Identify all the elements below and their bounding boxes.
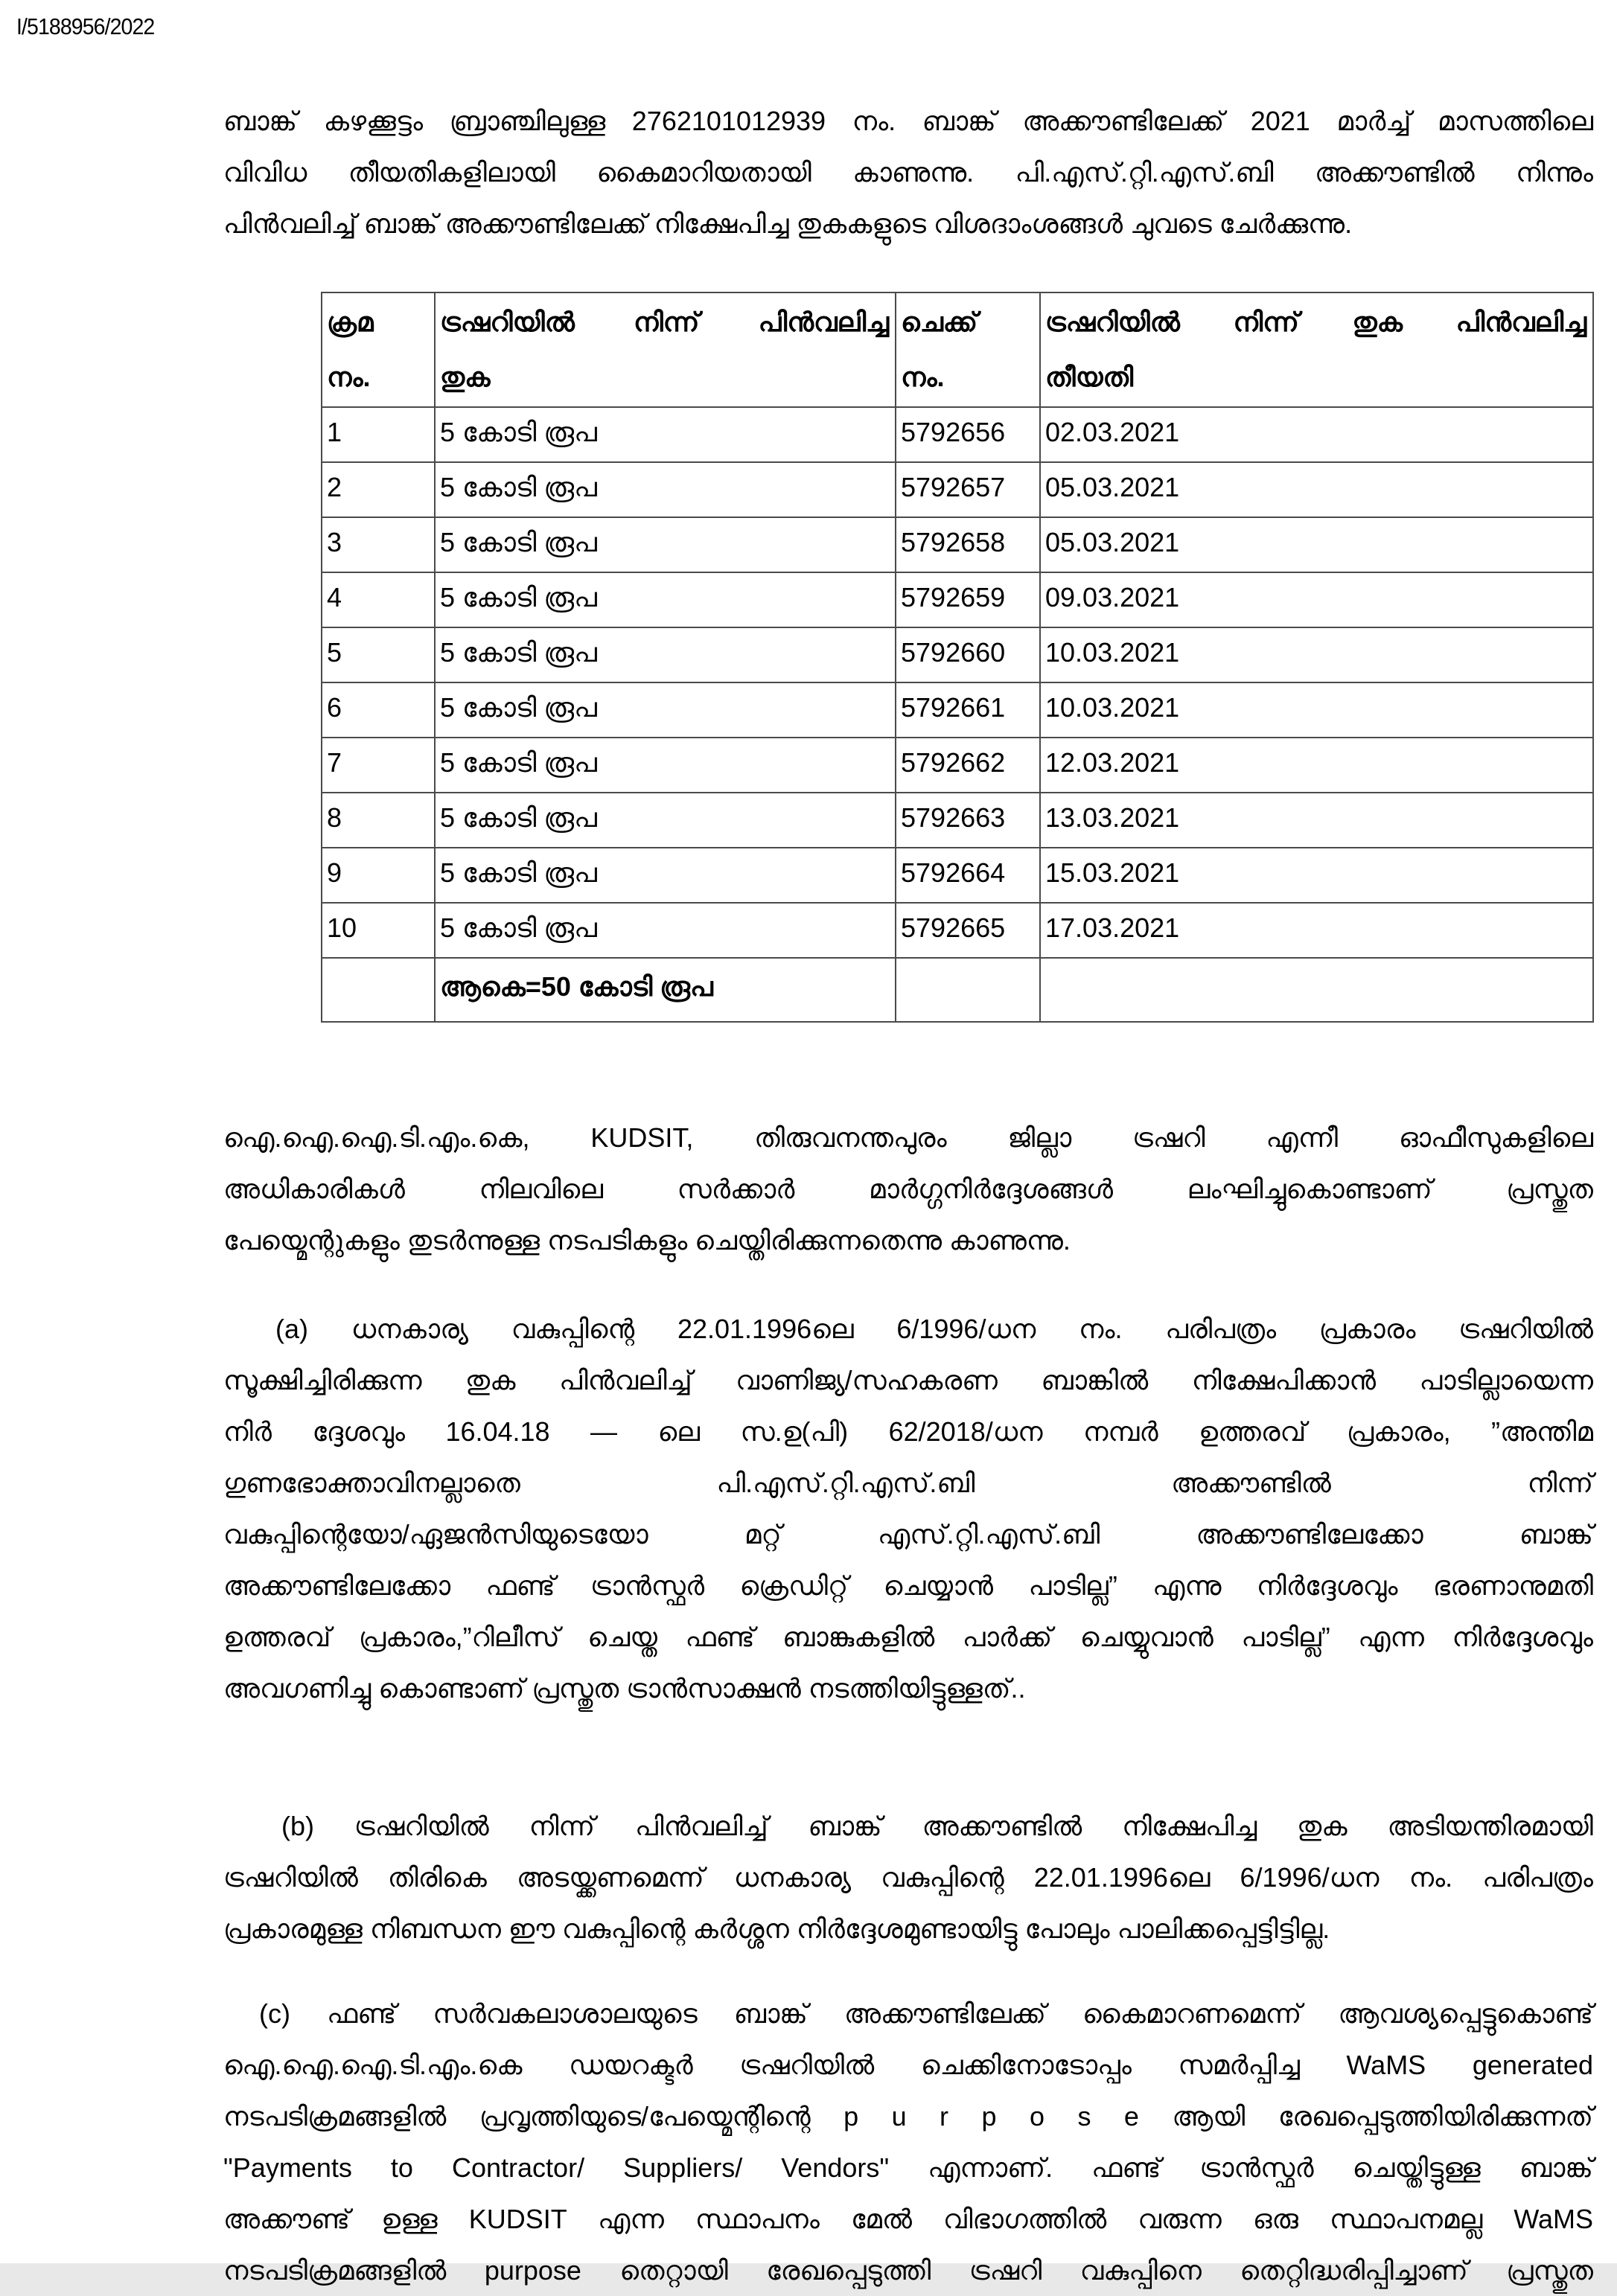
- text-line: ട്രഷറിയിൽ തിരികെ അടയ്ക്കണമെന്ന് ധനകാര്യ വകുപ്പിന്റെ 22.01.1996ലെ 6/1996/ധന നം. പരിപത്രം: [223, 1862, 1593, 1893]
- cell-serial-no: 8: [322, 793, 435, 848]
- header-cheque-no: ചെക്ക് നം.: [896, 292, 1040, 407]
- table-row: [322, 738, 1593, 793]
- cell-cheque-no: 5792660: [896, 627, 1040, 682]
- cell-amount: 5 കോടി രൂപ: [435, 407, 896, 462]
- cell-serial-no: 5: [322, 627, 435, 682]
- paragraph-point-b: [223, 1800, 1593, 1954]
- cell-cheque-no: 5792664: [896, 848, 1040, 903]
- cell-cheque-no: 5792656: [896, 407, 1040, 462]
- text-line: ഗുണഭോക്താവിനല്ലാതെ പി.എസ്.റ്റി.എസ്.ബി അക്കൗണ്ടിൽ നിന്ന്: [223, 1468, 1593, 1498]
- text-line: അക്കൗണ്ടിലേക്കോ ഫണ്ട് ട്രാൻസ്ഫർ ക്രെഡിറ്റ് ചെയ്യാൻ പാടില്ല” എന്നു നിർദ്ദേശവും ഭരണാനുമതി: [223, 1570, 1593, 1601]
- table-total-row: [322, 958, 1593, 1022]
- cell-amount: 5 കോടി രൂപ: [435, 848, 896, 903]
- cell-date: 13.03.2021: [1040, 793, 1593, 848]
- document-id: I/5188956/2022: [16, 13, 155, 39]
- text-line: നിർ ദ്ദേശവും 16.04.18 — ലെ സ.ഉ(പി) 62/2018/ധന നമ്പർ ഉത്തരവ് പ്രകാരം, ”അന്തിമ: [223, 1416, 1593, 1447]
- cell-serial-no: 4: [322, 572, 435, 627]
- text-line: അക്കൗണ്ട് ഉള്ള KUDSIT എന്ന സ്ഥാപനം മേൽ വിഭാഗത്തിൽ വരുന്ന ഒരു സ്ഥാപനമല്ല WaMS: [223, 2204, 1593, 2234]
- table-body: [322, 407, 1593, 958]
- text-line: പ്രകാരമുള്ള നിബന്ധന ഈ വകുപ്പിന്റെ കർശ്ശന നിർദ്ദേശമുണ്ടായിട്ടു പോലും പാലിക്കപ്പെട്ടിട്ടില്ല.: [223, 1913, 1330, 1944]
- cell-cheque-no: 5792659: [896, 572, 1040, 627]
- cell-cheque-no: 5792658: [896, 517, 1040, 572]
- text-line: പിൻവലിച്ച് ബാങ്ക് അക്കൗണ്ടിലേക്ക് നിക്ഷേപിച്ച തുകകളുടെ വിശദാംശങ്ങൾ ചുവടെ ചേർക്കുന്നു.: [223, 208, 1353, 239]
- table-row: [322, 627, 1593, 682]
- cell-serial-no-empty: [322, 958, 435, 1022]
- text-line: നടപടിക്രമങ്ങളിൽ പ്രവൃത്തിയുടെ/പേയ്മെന്റിന്റെ p u r p o s e ആയി രേഖപ്പെടുത്തിയിരിക്കുന്നത്: [223, 2101, 1593, 2132]
- cell-date-empty: [1040, 958, 1593, 1022]
- cell-date: 02.03.2021: [1040, 407, 1593, 462]
- text-line: ഐ.ഐ.ഐ.ടി.എം.കെ, KUDSIT, തിരുവനന്തപുരം ജില്ലാ ട്രഷറി എന്നീ ഓഫീസുകളിലെ: [223, 1122, 1593, 1153]
- cell-date: 09.03.2021: [1040, 572, 1593, 627]
- cell-serial-no: 3: [322, 517, 435, 572]
- table-row: [322, 682, 1593, 738]
- paragraph-intro: [223, 95, 1593, 249]
- cell-date: 17.03.2021: [1040, 903, 1593, 958]
- cell-serial-no: 7: [322, 738, 435, 793]
- paragraph-point-c: [223, 1988, 1593, 2296]
- cell-date: 05.03.2021: [1040, 462, 1593, 517]
- cell-serial-no: 6: [322, 682, 435, 738]
- cell-cheque-no: 5792657: [896, 462, 1040, 517]
- text-line: ഐ.ഐ.ഐ.ടി.എം.കെ ഡയറക്ടർ ട്രഷറിയിൽ ചെക്കിനോടോപ്പം സമർപ്പിച്ച WaMS generated: [223, 2050, 1593, 2080]
- table-footer: [322, 958, 1593, 1022]
- text-line: (b) ട്രഷറിയിൽ നിന്ന് പിൻവലിച്ച് ബാങ്ക് അക്കൗണ്ടിൽ നിക്ഷേപിച്ച തുക അടിയന്തിരമായി: [281, 1811, 1593, 1841]
- cell-amount: 5 കോടി രൂപ: [435, 517, 896, 572]
- text-line: അവഗണിച്ചു കൊണ്ടാണ് പ്രസ്തുത ട്രാൻസാക്ഷൻ നടത്തിയിട്ടുള്ളത്..: [223, 1673, 1026, 1704]
- text-line: ബാങ്ക് കഴക്കൂട്ടം ബ്രാഞ്ചിലുള്ള 2762101012939 നം. ബാങ്ക് അക്കൗണ്ടിലേക്ക് 2021 മാർച്ച് മാസത്തിലെ: [223, 106, 1593, 136]
- text-line: (c) ഫണ്ട് സർവകലാശാലയുടെ ബാങ്ക് അക്കൗണ്ടിലേക്ക് കൈമാറണമെന്ന് ആവശ്യപ്പെട്ടുകൊണ്ട്: [259, 1998, 1593, 2029]
- cell-date: 15.03.2021: [1040, 848, 1593, 903]
- cell-amount: 5 കോടി രൂപ: [435, 572, 896, 627]
- table-row: [322, 462, 1593, 517]
- text-line: നടപടിക്രമങ്ങളിൽ purpose തെറ്റായി രേഖപ്പെടുത്തി ട്രഷറി വകുപ്പിനെ തെറ്റിദ്ധരിപ്പിച്ചാണ് പ്രസ്തുത: [223, 2255, 1593, 2286]
- cell-total-amount: ആകെ=50 കോടി രൂപ: [435, 958, 896, 1022]
- cell-amount: 5 കോടി രൂപ: [435, 793, 896, 848]
- text-line: "Payments to Contractor/ Suppliers/ Vendors" എന്നാണ്. ഫണ്ട് ട്രാൻസ്ഫർ ചെയ്തിട്ടുള്ള ബാങ്ക്: [223, 2152, 1593, 2183]
- text-line: വകുപ്പിന്റെയോ/ഏജൻസിയുടെയോ മറ്റ് എസ്.റ്റി.എസ്.ബി അക്കൗണ്ടിലേക്കോ ബാങ്ക്: [223, 1519, 1593, 1550]
- cell-amount: 5 കോടി രൂപ: [435, 682, 896, 738]
- cell-date: 10.03.2021: [1040, 682, 1593, 738]
- cell-cheque-no: 5792662: [896, 738, 1040, 793]
- withdrawals-table: [321, 292, 1594, 1023]
- text-line: വിവിധ തീയതികളിലായി കൈമാറിയതായി കാണുന്നു. പി.എസ്.റ്റി.എസ്.ബി അക്കൗണ്ടിൽ നിന്നും: [223, 157, 1593, 188]
- text-line: പേയ്മെന്റുകളും തുടർന്നുള്ള നടപടികളും ചെയ്തിരിക്കുന്നതെന്നു കാണുന്നു.: [223, 1225, 1071, 1256]
- table-row: [322, 572, 1593, 627]
- cell-date: 12.03.2021: [1040, 738, 1593, 793]
- cell-serial-no: 10: [322, 903, 435, 958]
- header-amount-withdrawn: ട്രഷറിയിൽ നിന്ന് പിൻവലിച്ച തുക: [435, 292, 896, 407]
- cell-amount: 5 കോടി രൂപ: [435, 903, 896, 958]
- cell-date: 05.03.2021: [1040, 517, 1593, 572]
- text-line: ഉത്തരവ് പ്രകാരം,”റിലീസ് ചെയ്ത ഫണ്ട് ബാങ്കുകളിൽ പാർക്ക് ചെയ്യുവാൻ പാടില്ല” എന്ന നിർദ്ദേശവും: [223, 1622, 1593, 1652]
- cell-amount: 5 കോടി രൂപ: [435, 627, 896, 682]
- table-row: [322, 407, 1593, 462]
- cell-cheque-no: 5792663: [896, 793, 1040, 848]
- cell-serial-no: 9: [322, 848, 435, 903]
- header-serial-no: ക്രമ നം.: [322, 292, 435, 407]
- cell-serial-no: 2: [322, 462, 435, 517]
- table-row: [322, 517, 1593, 572]
- table-row: [322, 793, 1593, 848]
- cell-date: 10.03.2021: [1040, 627, 1593, 682]
- table-header: [322, 292, 1593, 407]
- table-header-row: [322, 292, 1593, 407]
- cell-cheque-no: 5792661: [896, 682, 1040, 738]
- table-row: [322, 903, 1593, 958]
- paragraph-offices: [223, 1112, 1593, 1266]
- cell-amount: 5 കോടി രൂപ: [435, 462, 896, 517]
- header-withdrawal-date: ട്രഷറിയിൽ നിന്ന് തുക പിൻവലിച്ച തീയതി: [1040, 292, 1593, 407]
- text-line: സൂക്ഷിച്ചിരിക്കുന്ന തുക പിൻവലിച്ച് വാണിജ്യ/സഹകരണ ബാങ്കിൽ നിക്ഷേപിക്കാൻ പാടില്ലായെന്ന: [223, 1365, 1593, 1395]
- cell-cheque-no-empty: [896, 958, 1040, 1022]
- cell-serial-no: 1: [322, 407, 435, 462]
- table-row: [322, 848, 1593, 903]
- paragraph-point-a: [223, 1303, 1593, 1714]
- document-body: [223, 95, 1593, 2296]
- cell-cheque-no: 5792665: [896, 903, 1040, 958]
- cell-amount: 5 കോടി രൂപ: [435, 738, 896, 793]
- text-line: അധികാരികൾ നിലവിലെ സർക്കാർ മാർഗ്ഗനിർദ്ദേശങ്ങൾ ലംഘിച്ചുകൊണ്ടാണ് പ്രസ്തുത: [223, 1174, 1593, 1204]
- text-line: (a) ധനകാര്യ വകുപ്പിന്റെ 22.01.1996ലെ 6/1996/ധന നം. പരിപത്രം പ്രകാരം ട്രഷറിയിൽ: [275, 1314, 1593, 1344]
